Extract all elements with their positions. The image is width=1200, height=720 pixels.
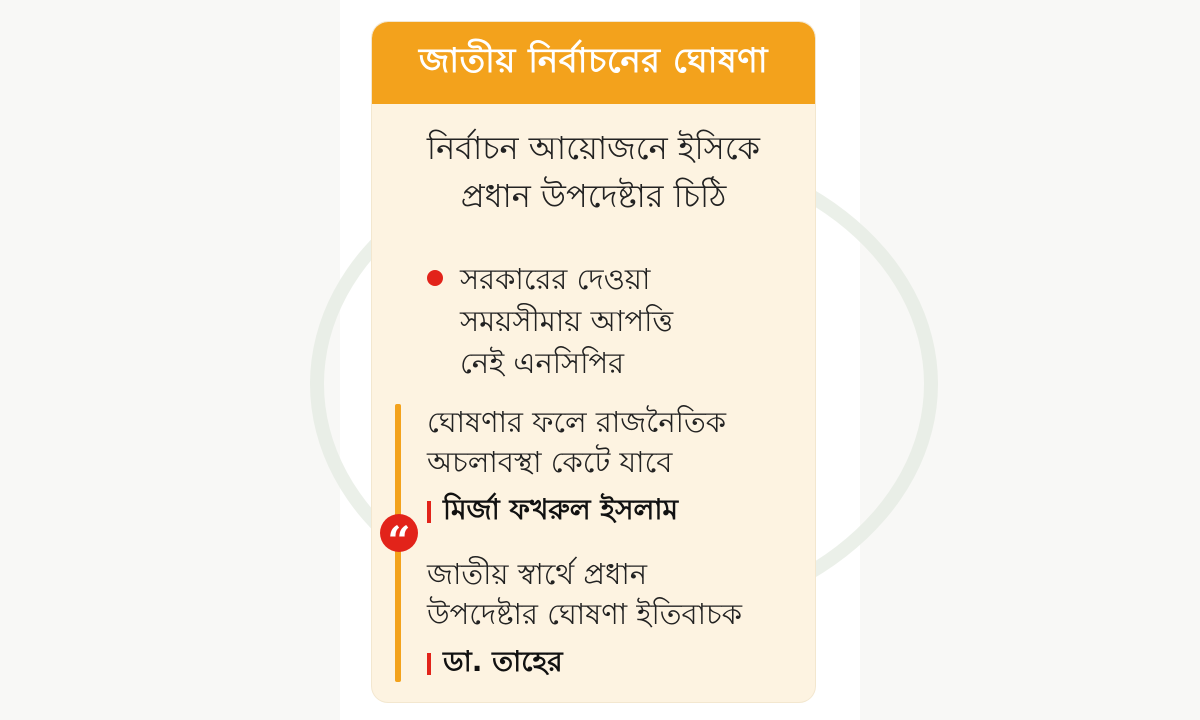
bullet-line: সরকারের দেওয়া [460,262,651,296]
headline-line: প্রধান উপদেষ্টার চিঠি [460,177,727,215]
background-left-panel [0,0,340,720]
bullet-line: সময়সীমায় আপত্তি [460,304,674,338]
author-mark-icon [427,653,431,675]
headline-line: নির্বাচন আয়োজনে ইসিকে [426,129,761,167]
quote-author-name: ডা. তাহের [443,645,563,678]
quote-mark-icon: “ [380,514,418,552]
header-title: জাতীয় নির্বাচনের ঘোষণা [418,40,769,81]
card-header [372,22,815,104]
quote-author-name: মির্জা ফখরুল ইসলাম [443,493,679,526]
quote-block [427,402,807,535]
quote-line: জাতীয় স্বার্থে প্রধান [427,557,648,591]
bullet-text [460,258,673,384]
author-mark-icon [427,501,431,523]
bullet-line: নেই এনসিপির [460,346,625,380]
quote-line: ঘোষণার ফলে রাজনৈতিক [427,405,727,439]
quote-line: উপদেষ্টার ঘোষণা ইতিবাচক [427,597,742,631]
quote-line: অচলাবস্থা কেটে যাবে [427,445,673,479]
headline [372,124,815,220]
news-card [372,22,815,702]
quote-author [427,488,807,535]
quote-block [427,554,807,687]
quote-author [427,640,807,687]
bullet-dot-icon [427,270,443,286]
